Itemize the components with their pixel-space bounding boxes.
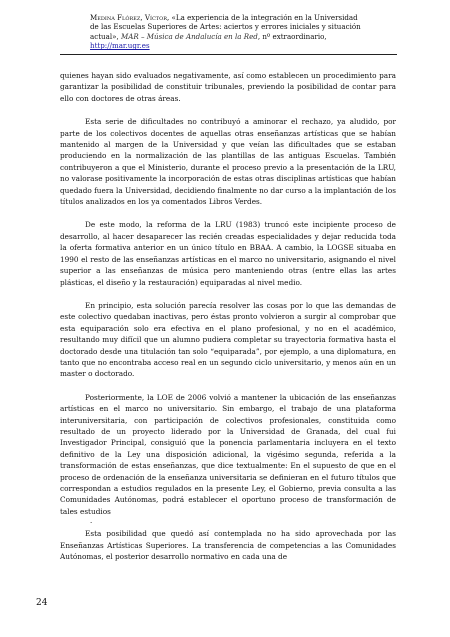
header-author: Medina Flórez, Víctor,	[90, 13, 170, 22]
header-url-link[interactable]: http://mar.ugr.es	[90, 41, 150, 51]
running-header	[90, 13, 365, 51]
paragraph-2: Esta serie de dificultades no contribuyó a aminorar el rechazo, ya aludido, por parte de los colectivos docentes de aquellas otras enseñanzas artísticas que se habían mantenido al margen de la Universidad y que veían las dificultades que se estaban produciendo en la normalización de las plantillas de las antiguas Escuelas. También contribuyeron a que el Ministerio, durante el proceso previo a la presentación de la LRU, no valorase positivamente la incorporación de estas otras disciplinas artísticas que habían quedado fuera la Universidad, decidiendo finalmente no dar curso a la implantación de los títulos analizados en los ya comentados Libros Verdes.	[60, 117, 396, 207]
header-issue: , nº extraordinario,	[257, 31, 327, 41]
paragraph-3: De este modo, la reforma de la LRU (1983) truncó este incipiente proceso de desarrollo, al hacer desaparecer las recién creadas especialidades y dejar reducida toda la oferta formativa anterior en un único título en BBAA. A cambio, la LOGSE situaba en 1990 el resto de las enseñanzas artísticas en el marco no universitario, asignando el nivel superior a las enseñanzas de música pero manteniendo otras (entre ellas las artes plásticas, el diseño y la restauración) equiparadas al nivel medio.	[60, 220, 396, 287]
body-text	[60, 70, 396, 574]
header-title: «La experiencia de la integración en la Universidad de las Escuelas Superiores de Artes: aciertos y errores iniciales y situación actual»,	[90, 13, 361, 41]
paragraph-1: quienes hayan sido evaluados negativamente, así como establecen un procedimiento para garantizar la posibilidad de constituir tribunales, previendo la posibilidad de contar para ello con doctores de otras áreas.	[60, 71, 396, 103]
header-divider	[60, 54, 397, 55]
paragraph-6: Esta posibilidad que quedó así contemplada no ha sido aprovechada por las Enseñanzas Artísticas Superiores. La transferencia de competencias a las Comunidades Autónomas, el posterior desarrollo normativo en cada una de	[60, 529, 396, 562]
page-number: 24	[36, 598, 48, 608]
paragraph-4: En principio, esta solución parecía resolver las cosas por lo que las demandas de este colectivo quedaban inactivas, pero éstas pronto volvieron a surgir al comprobar que esta equiparación solo era efectiva en el plano profesional, y no en el académico, resultando muy difícil que un alumno pudiera completar su trayectoria formativa hasta el doctorado desde una titulación tan solo “equiparada”, por ejemplo, a una diplomatura, en tanto que no encontraba acceso real en un segundo ciclo universitario, y menos aún en un master o doctorado.	[60, 300, 396, 379]
header-journal: MAR – Música de Andalucía en la Red	[120, 31, 258, 41]
paragraph-5: Posteriormente, la LOE de 2006 volvió a mantener la ubicación de las enseñanzas artísticas en el marco no universitario. Sin embargo, el trabajo de una plataforma interuniversitaria, con participación de colectivos profesionales, constituida como resultado de un proyecto liderado por la Universidad de Granada, del cual fui Investigador Principal, consiguió que la ponencia parlamentaria incluyera en el texto definitivo de la Ley una disposición adicional, la vigésimo segunda, referida a la transformación de estas enseñanzas, que dice textualmente: En el supuesto de que en el proceso de ordenación de la enseñanza universitaria se definieran en el futuro títulos que correspondan a estudios regulados en la presente Ley, el Gobierno, previa consulta a las Comunidades Autónomas, podrá establecer el oportuno proceso de transformación de tales estudios	[60, 392, 396, 516]
stray-period: .	[90, 517, 93, 526]
